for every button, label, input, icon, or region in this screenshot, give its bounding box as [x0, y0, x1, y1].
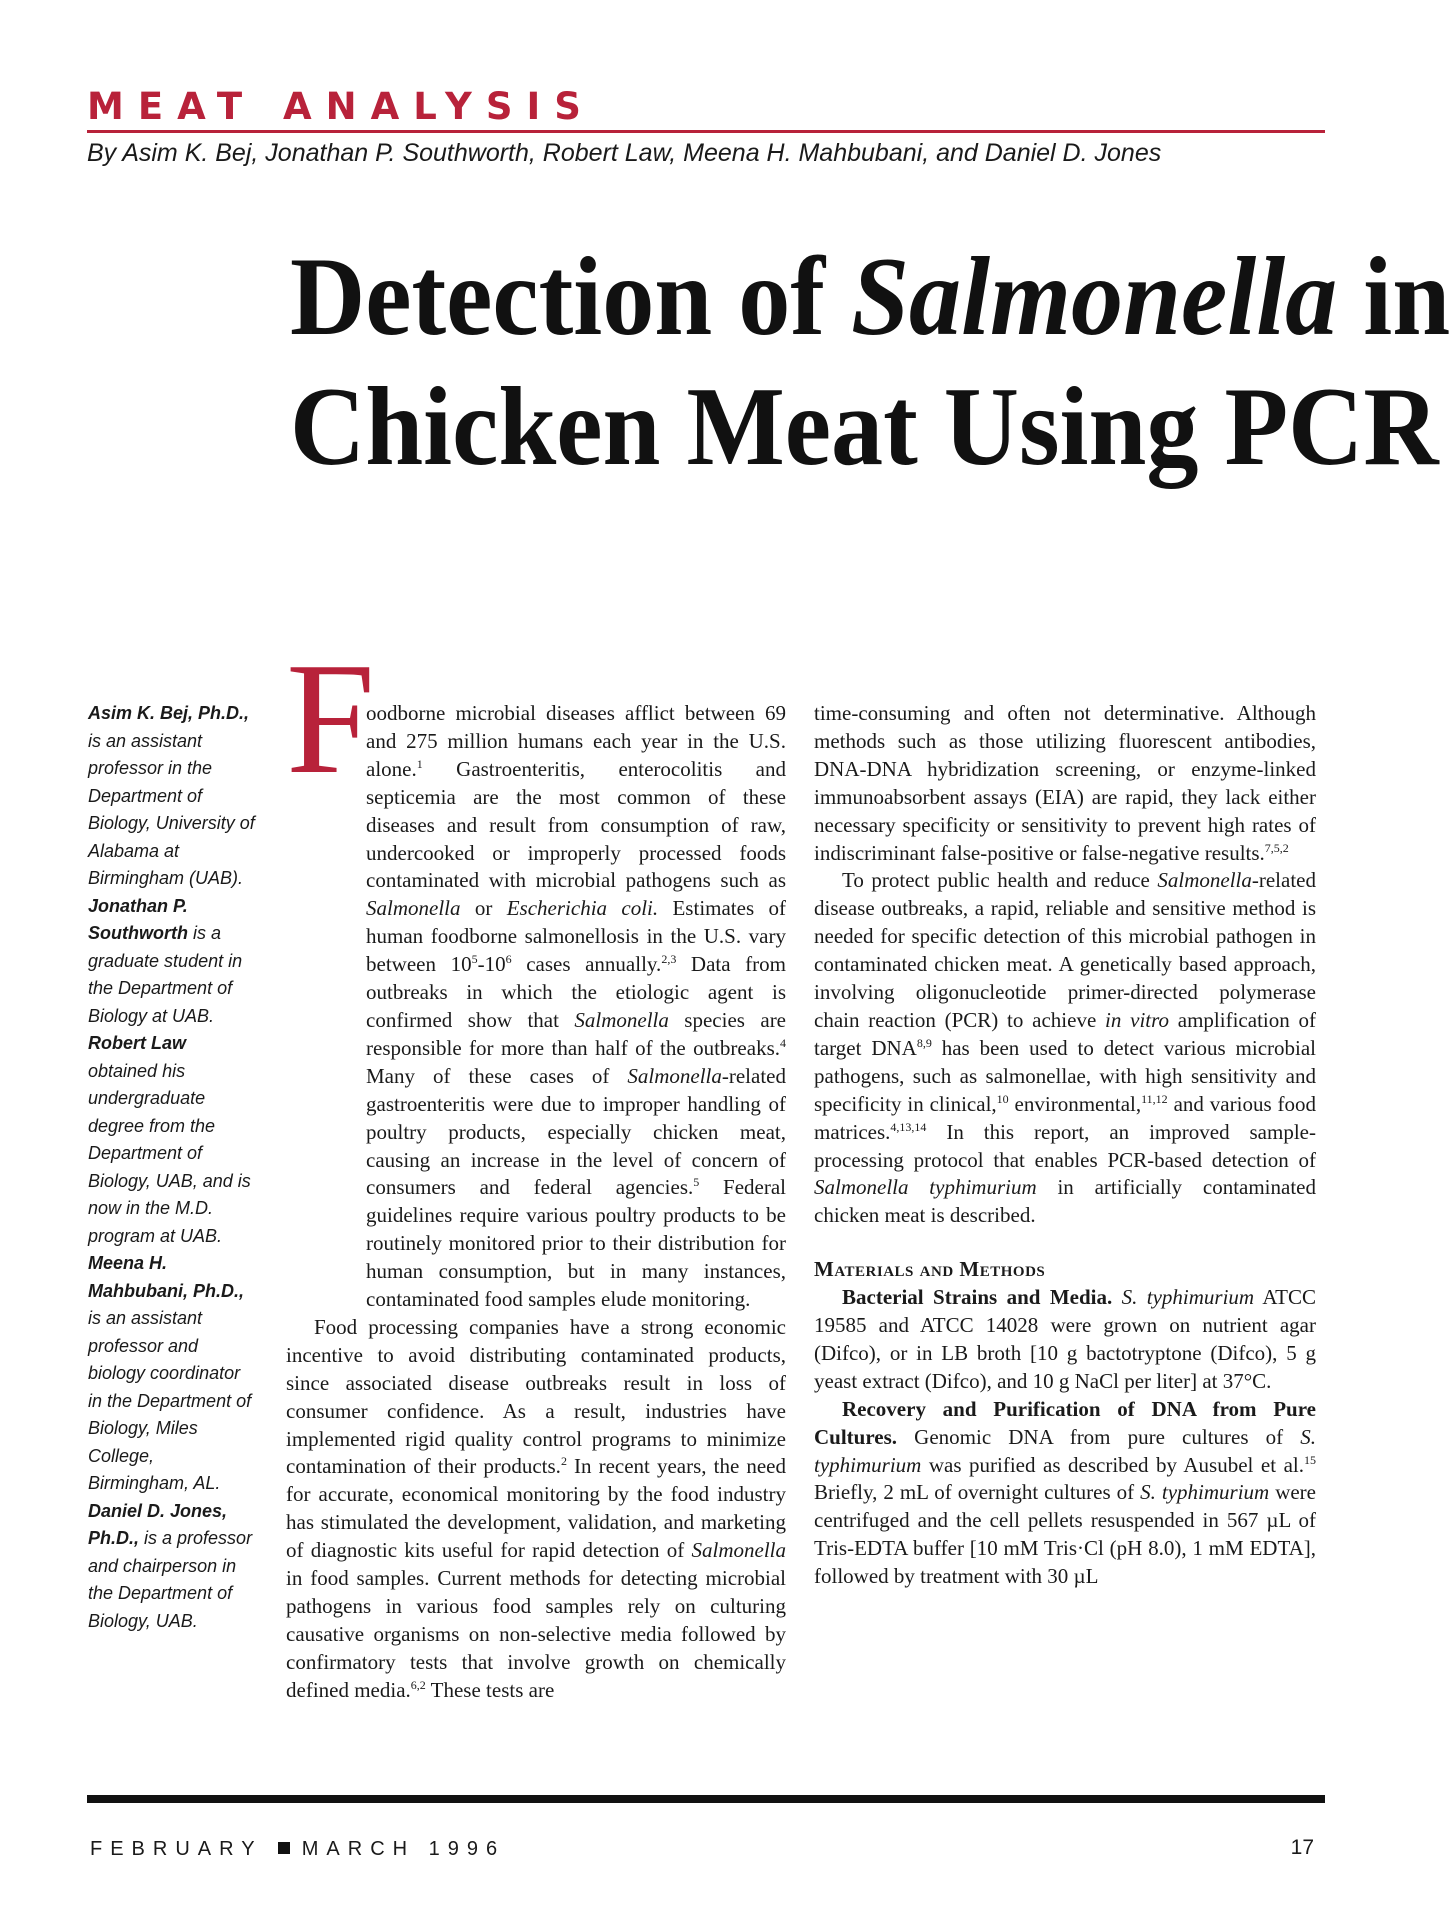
text: Food processing companies have a strong economic incentive to avoid distributing contaminated products, since associated disease outbreaks result in loss of consumer confidence. As a result, industries have implemented rigid quality control programs to minimize contamination of their products.: [286, 1314, 786, 1479]
author-name: Meena H. Mahbubani, Ph.D.,: [88, 1253, 244, 1301]
text: -related disease outbreaks, a rapid, reliable and sensitive method is needed for specific detection of this microbial pathogen in contaminated chicken meat. A genetically based approach, involving oligonucleotide primer-directed polymerase chain reaction (PCR) to achieve: [814, 868, 1316, 1032]
bio-text: is a graduate student in the Department of Biology at UAB.: [88, 923, 243, 1026]
ref: 2: [560, 1454, 567, 1469]
byline: By Asim K. Bej, Jonathan P. Southworth, Robert Law, Meena H. Mahbubani, and Daniel D. Jones: [87, 139, 1162, 167]
text: in food samples. Current methods for detecting microbial pathogens in various food samples rely on culturing causative organisms on non-selective media followed by confirmatory tests that involve growth on chemically defined media.: [286, 1566, 786, 1702]
bio-text: is an assistant professor and biology coordinator in the Department of Biology, Miles College, Birmingham, AL.: [88, 1308, 252, 1493]
italic: Salmonella: [691, 1538, 786, 1563]
issue-month: FEBRUARY: [90, 1838, 263, 1860]
text: in artificially contaminated chicken meat is described.: [814, 1175, 1316, 1228]
text: and various food matrices.: [814, 1091, 1317, 1144]
bio-text: is an assistant professor in the Department of Biology, University of Alabama at Birmingham (UAB).: [88, 730, 255, 888]
text: -10: [477, 952, 506, 977]
title-line-1: [290, 232, 1450, 362]
bio-text: obtained his undergraduate degree from the Department of Biology, UAB, and is now in the M.D. program at UAB.: [88, 1060, 251, 1246]
italic: S. typhimurium: [1121, 1285, 1255, 1310]
title-italic: Salmonella: [851, 235, 1338, 359]
bio-text: is a professor and chairperson in the Department of Biology, UAB.: [88, 1528, 253, 1631]
title-text: in: [1337, 235, 1450, 359]
italic: Escherichia coli.: [506, 896, 659, 921]
text: were centrifuged and the cell pellets resuspended in 567 µL of Tris-EDTA buffer [10 mM Tris·Cl (pH 8.0), 1 mM EDTA], followed by treatment with 30 µL: [814, 1480, 1316, 1589]
issue-month-year: MARCH 1996: [301, 1838, 506, 1860]
ref: 10: [996, 1091, 1009, 1106]
text: Federal guidelines require various poultry products to be routinely monitored prior to their distribution for human consumption, but in many instances, contaminated food samples elude monitoring.: [366, 1175, 786, 1312]
runin-head: Bacterial Strains and Media.: [842, 1285, 1113, 1310]
author-bio: [88, 893, 256, 1031]
italic: S. typhimurium: [1140, 1480, 1270, 1505]
text: species are responsible for more than half of the outbreaks.: [366, 1007, 787, 1060]
author-name: Robert Law: [88, 1033, 187, 1053]
text: cases annually.: [511, 952, 662, 977]
author-name: Daniel D. Jones, Ph.D.,: [88, 1500, 228, 1548]
ref: 4,13,14: [890, 1119, 927, 1134]
text: time-consuming and often not determinative. Although methods such as those utilizing fluorescent antibodies, DNA-DNA hybridization screening, or enzyme-linked immunoabsorbent assays (EIA) are rapid, they lack either necessary specificity or sensitivity to prevent high rates of indiscriminant false-positive or false-negative results.: [814, 701, 1316, 865]
author-bio: [88, 1030, 256, 1250]
italic: S. typhimurium: [814, 1424, 1316, 1477]
text: or: [460, 896, 507, 921]
ref: 6: [505, 952, 512, 967]
text: Briefly, 2 mL of overnight cultures of: [814, 1480, 1141, 1505]
ref: 11,12: [1141, 1091, 1168, 1106]
text: has been used to detect various microbial pathogens, such as salmonellae, with high sensitivity and specificity in clinical,: [814, 1035, 1317, 1116]
text: was purified as described by Ausubel et al.: [921, 1452, 1304, 1477]
ref: 6,2: [410, 1677, 426, 1692]
author-name: Jonathan P. Southworth: [88, 895, 188, 943]
text: Genomic DNA from pure cultures of: [897, 1424, 1301, 1449]
square-bullet-icon: [278, 1842, 290, 1854]
text: environmental,: [1008, 1091, 1142, 1116]
text: [1112, 1285, 1121, 1309]
article-title: [290, 232, 1450, 492]
italic: in vitro: [1105, 1007, 1170, 1032]
text: Gastroenteritis, enterocolitis and septicemia are the most common of these diseases and result from consumption of raw, undercooked or improperly processed foods contaminated with microbial pathogens such as: [366, 756, 786, 893]
ref: 5: [471, 952, 478, 967]
ref: 8,9: [916, 1035, 932, 1050]
paragraph-3: [814, 700, 1316, 867]
title-text: Detection of: [290, 235, 852, 359]
section-heading: MEAT ANALYSIS: [87, 85, 595, 128]
text: In recent years, the need for accurate, economical monitoring by the food industry has stimulated the development, validation, and marketing of diagnostic kits useful for rapid detection of: [286, 1454, 786, 1563]
title-line-2: Chicken Meat Using PCR: [290, 365, 1439, 489]
italic: Salmonella typhimurium: [814, 1175, 1037, 1200]
paragraph-2: [286, 1314, 786, 1705]
italic: Salmonella: [366, 896, 461, 921]
text: Many of these cases of: [366, 1063, 628, 1088]
italic: Salmonella: [627, 1063, 722, 1088]
text: oodborne microbial diseases afflict between 69 and 275 million humans each year in the U.S. alone.: [366, 701, 786, 781]
ref: 7,5,2: [1264, 840, 1289, 855]
drop-cap: F: [286, 629, 375, 807]
ref: 4: [780, 1035, 786, 1050]
author-name: Asim K. Bej, Ph.D.,: [88, 703, 250, 723]
text: ATCC 19585 and ATCC 14028 were grown on nutrient agar (Difco), or in LB broth [10 g bactotryptone (Difco), 5 g yeast extract (Difco), and 10 g NaCl per liter] at 37°C.: [814, 1285, 1316, 1393]
ref: 2,3: [661, 952, 677, 967]
text: These tests are: [425, 1677, 555, 1702]
footer-rule: [87, 1795, 1325, 1803]
text: In this report, an improved sample-processing protocol that enables PCR-based detection of: [814, 1119, 1316, 1172]
italic: Salmonella: [574, 1007, 669, 1032]
body-column-1: [286, 629, 787, 1705]
issue-date: [90, 1838, 505, 1861]
author-bio: [88, 1250, 256, 1498]
text: Data from outbreaks in which the etiologic agent is confirmed show that: [366, 952, 786, 1032]
ref: 15: [1304, 1452, 1316, 1467]
paragraph-4: [814, 867, 1316, 1230]
text: Estimates of human foodborne salmonellosis in the U.S. vary between 10: [366, 896, 786, 977]
runin-head: Recovery and Purification of DNA from Pure Cultures.: [814, 1396, 1316, 1449]
ref: 5: [693, 1175, 700, 1190]
author-bio: [88, 1498, 256, 1636]
ref: 1: [416, 756, 423, 771]
text: -related gastroenteritis were due to improper handling of poultry products, especially chicken meat, causing an increase in the level of concern of consumers and federal agencies.: [366, 1063, 786, 1200]
page-number: 17: [1290, 1836, 1314, 1859]
text: To protect public health and reduce: [842, 868, 1158, 893]
body-column-2: [814, 700, 1316, 1591]
section-rule: [87, 130, 1325, 133]
paragraph-5: [814, 1284, 1316, 1396]
author-bio: [88, 700, 256, 893]
italic: Salmonella: [1157, 868, 1252, 893]
paragraph-6: [814, 1396, 1316, 1591]
author-bios: [88, 700, 256, 1635]
materials-methods-heading: Materials and Methods: [814, 1257, 1046, 1282]
text: amplification of target DNA: [814, 1007, 1316, 1060]
